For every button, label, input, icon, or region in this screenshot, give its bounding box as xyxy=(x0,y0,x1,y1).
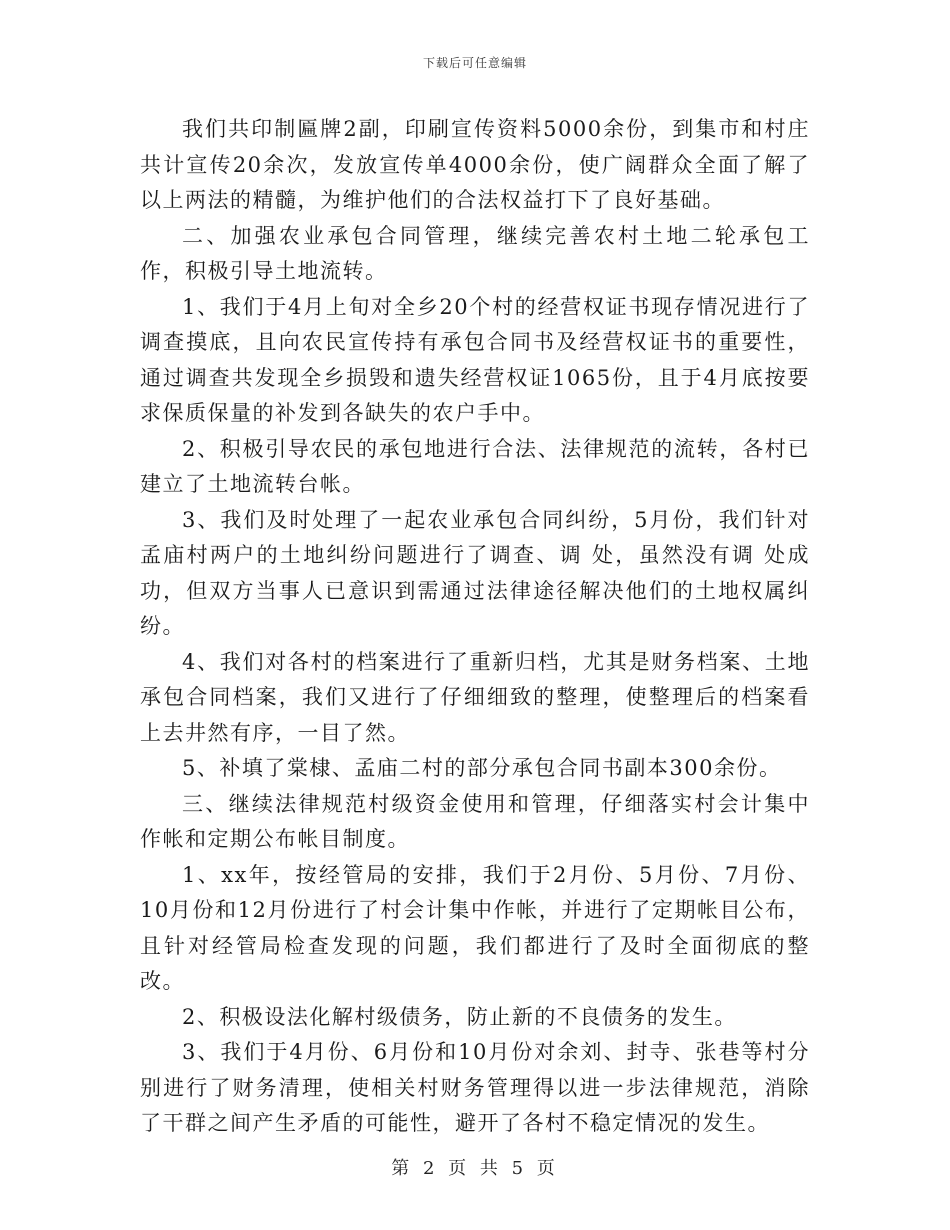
paragraph-2-3: 3、我们及时处理了一起农业承包合同纠纷，5月份，我们针对孟庙村两户的土地纠纷问题进行了调查、调 处，虽然没有调 处成功，但双方当事人已意识到需通过法律途径解决他们的土地权属纠纷。 xyxy=(140,507,810,638)
paragraph-3-3: 3、我们于4月份、6月份和10月份对余刘、封寺、张巷等村分别进行了财务清理，使相关村财务管理得以进一步法律规范，消除了干群之间产生矛盾的可能性，避开了各村不稳定情况的发生。 xyxy=(140,1040,810,1135)
paragraph-3-2: 2、积极设法化解村级债务，防止新的不良债务的发生。 xyxy=(182,1004,737,1029)
paragraph-3-1: 1、xx年，按经管局的安排，我们于2月份、5月份、7月份、10月份和12月份进行了村会计集中作帐，并进行了定期帐目公布，且针对经管局检查发现的问题，我们都进行了及时全面彻底的整改。 xyxy=(140,862,810,993)
paragraph-1: 我们共印制匾牌2副，印刷宣传资料5000余份，到集市和村庄共计宣传20余次，发放宣传单4000余份，使广阔群众全面了解了以上两法的精髓，为维护他们的合法权益打下了良好基础。 xyxy=(140,117,810,212)
page-footer: 第 2 页 共 5 页 xyxy=(391,1158,559,1179)
document-body xyxy=(140,112,810,1142)
paragraph-2-2: 2、积极引导农民的承包地进行合法、法律规范的流转，各村已建立了土地流转台帐。 xyxy=(140,436,810,496)
page-header: 下载后可任意编辑 xyxy=(422,56,527,70)
section-heading-3: 三、继续法律规范村级资金使用和管理，仔细落实村会计集中作帐和定期公布帐目制度。 xyxy=(140,791,810,851)
paragraph-2-5: 5、补填了棠棣、孟庙二村的部分承包合同书副本300余份。 xyxy=(182,756,782,780)
paragraph-2-4: 4、我们对各村的档案进行了重新归档，尤其是财务档案、土地承包合同档案，我们又进行了仔细细致的整理，使整理后的档案看上去井然有序，一目了然。 xyxy=(140,649,810,745)
paragraph-2-1: 1、我们于4月上旬对全乡20个村的经营权证书现存情况进行了调查摸底，且向农民宣传持有承包合同书及经营权证书的重要性，通过调查共发现全乡损毁和遗失经营权证1065份，且于4月底按要求保质保量的补发到各缺失的农户手中。 xyxy=(140,294,810,425)
section-heading-2: 二、加强农业承包合同管理，继续完善农村土地二轮承包工作，积极引导土地流转。 xyxy=(140,223,810,283)
